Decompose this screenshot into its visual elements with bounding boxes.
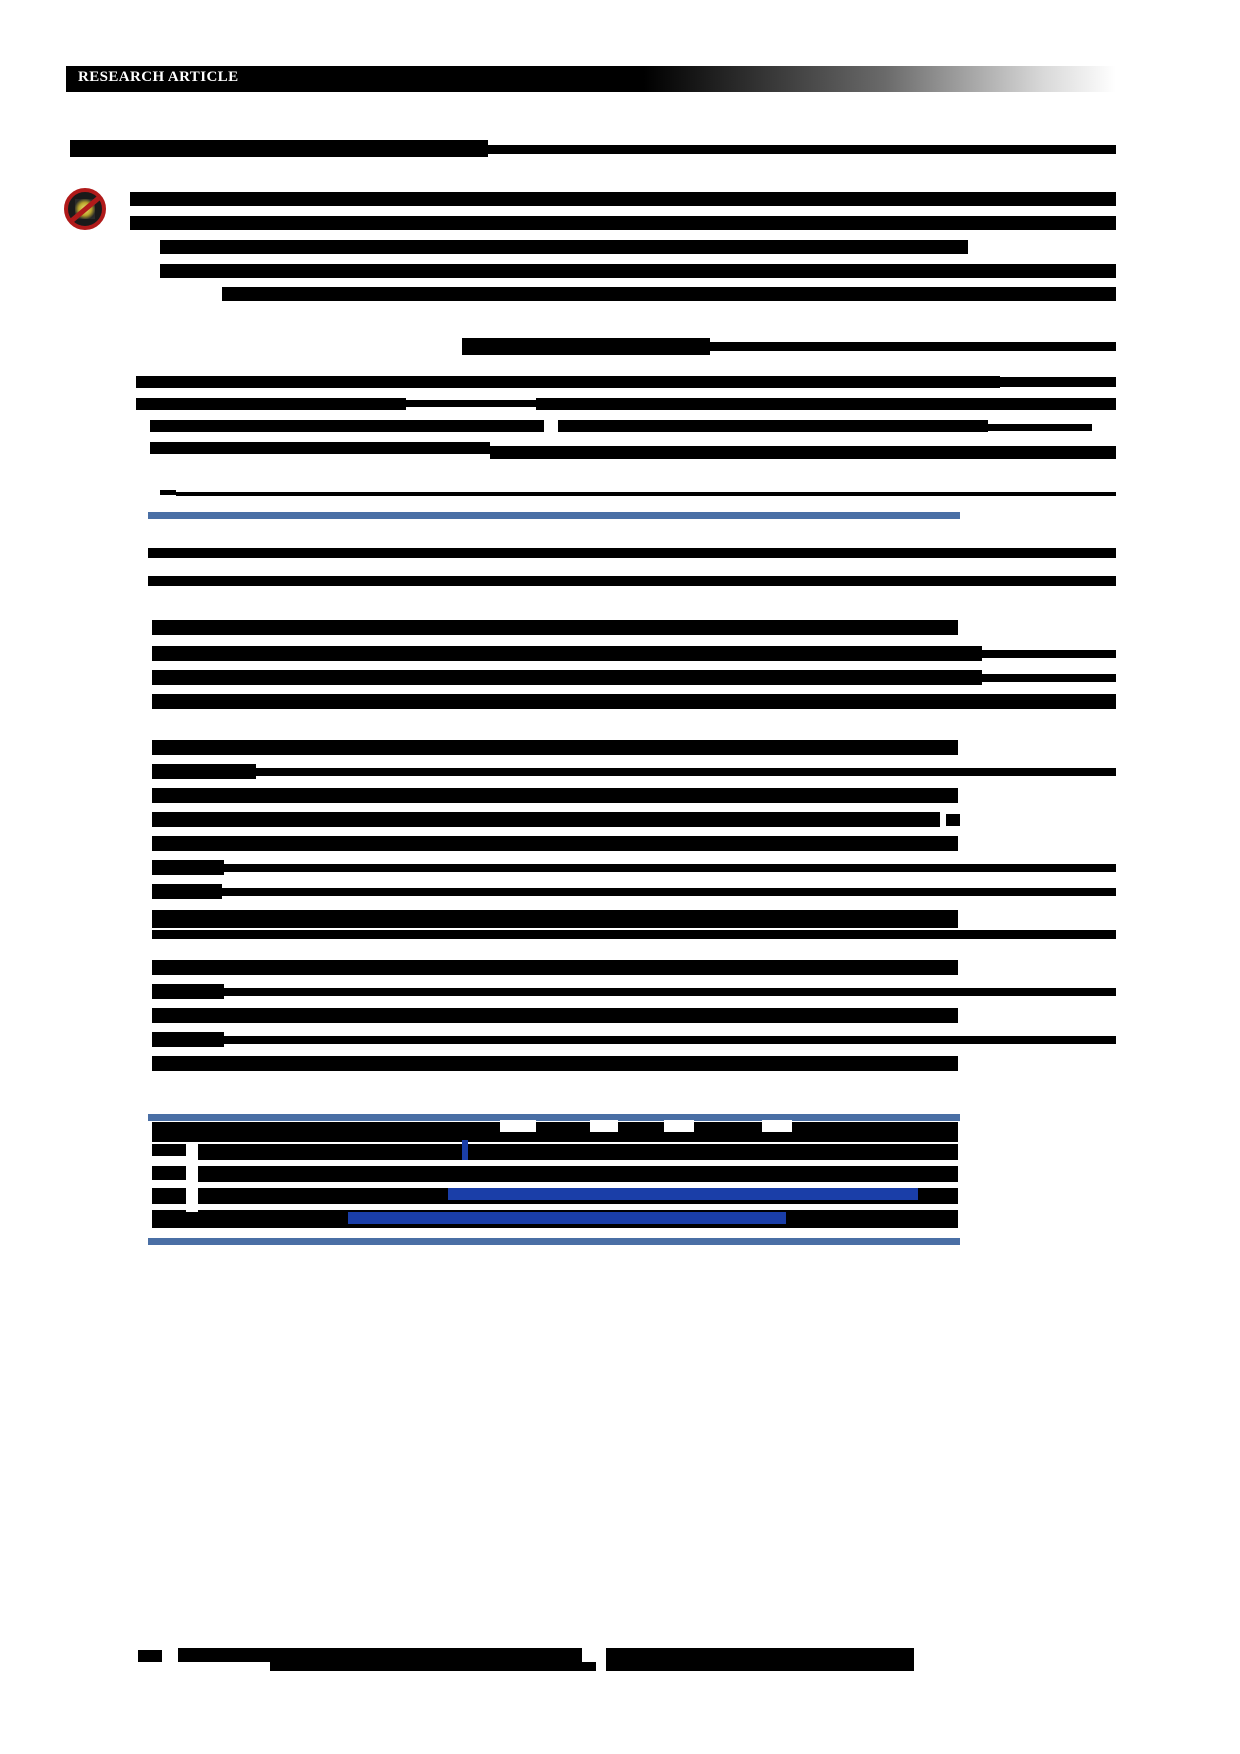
body-line — [152, 740, 958, 755]
body-line — [152, 836, 958, 851]
citation-gap — [152, 1204, 186, 1210]
body-line — [152, 1056, 958, 1071]
body-line — [152, 884, 222, 899]
author-line — [160, 240, 968, 254]
body-line — [152, 960, 958, 975]
citation-rule-top — [148, 1114, 960, 1121]
abstract-line — [152, 670, 982, 685]
body-line — [152, 788, 958, 803]
abstract-line — [152, 620, 958, 635]
body-line — [946, 814, 960, 826]
research-article-label: RESEARCH ARTICLE — [78, 69, 239, 85]
body-line — [152, 910, 958, 928]
research-article-banner — [66, 66, 1116, 92]
citation-gap — [762, 1120, 792, 1132]
abstract-line — [152, 646, 982, 661]
affiliation-line — [150, 442, 490, 454]
citation-gap — [590, 1120, 618, 1132]
section-rule-blue — [148, 512, 960, 519]
footer-line — [606, 1648, 914, 1662]
citation-marker — [462, 1140, 468, 1160]
body-line — [224, 988, 1116, 996]
affiliation-line — [136, 398, 406, 410]
rule-segment — [176, 492, 1116, 496]
abstract-line — [982, 674, 1116, 682]
citation-gap — [152, 1156, 186, 1162]
citation-line — [152, 1144, 958, 1160]
body-line — [152, 930, 414, 939]
affiliation-line — [406, 400, 536, 407]
body-line — [256, 768, 1116, 776]
affiliation-line — [136, 376, 1000, 388]
affiliation-line — [988, 424, 1092, 431]
body-line — [152, 764, 256, 779]
affiliation-line — [1000, 377, 1116, 387]
affiliation-line — [490, 446, 1116, 459]
affiliation-heading-tail — [710, 342, 1116, 351]
author-line — [130, 216, 1116, 230]
affiliation-line — [150, 420, 544, 432]
citation-line — [152, 1122, 958, 1142]
citation-gap — [500, 1120, 536, 1132]
citation-line — [152, 1166, 958, 1182]
citation-gap — [152, 1180, 186, 1186]
abstract-line — [982, 650, 1116, 658]
affiliation-heading — [462, 338, 710, 355]
citation-rule-bottom — [148, 1238, 960, 1245]
author-line — [130, 192, 1116, 206]
footer-line — [178, 1648, 582, 1662]
author-line — [222, 287, 1116, 301]
citation-gap — [186, 1142, 198, 1212]
body-line — [152, 860, 224, 875]
body-line — [152, 812, 940, 827]
footer-line — [138, 1650, 162, 1662]
body-line — [152, 1008, 958, 1023]
crossmark-stamp-icon[interactable] — [62, 188, 118, 232]
affiliation-line — [558, 420, 988, 432]
citation-gap — [664, 1120, 694, 1132]
body-line — [224, 1036, 1116, 1044]
body-line — [414, 930, 1116, 939]
rule-segment — [160, 490, 176, 495]
title-line — [70, 140, 488, 157]
abstract-line — [148, 576, 1116, 586]
abstract-line — [148, 548, 1116, 558]
author-line — [160, 264, 1116, 278]
doi-url-link[interactable] — [348, 1212, 786, 1224]
abstract-line — [152, 694, 1116, 709]
title-line — [486, 145, 1116, 154]
affiliation-line — [536, 398, 1116, 410]
footer-line — [270, 1662, 596, 1671]
footer-line — [606, 1662, 914, 1671]
body-line — [152, 984, 224, 999]
body-line — [982, 864, 1116, 872]
body-line — [224, 864, 982, 872]
body-line — [222, 888, 1116, 896]
article-url-link[interactable] — [448, 1188, 918, 1200]
body-line — [152, 1032, 224, 1047]
